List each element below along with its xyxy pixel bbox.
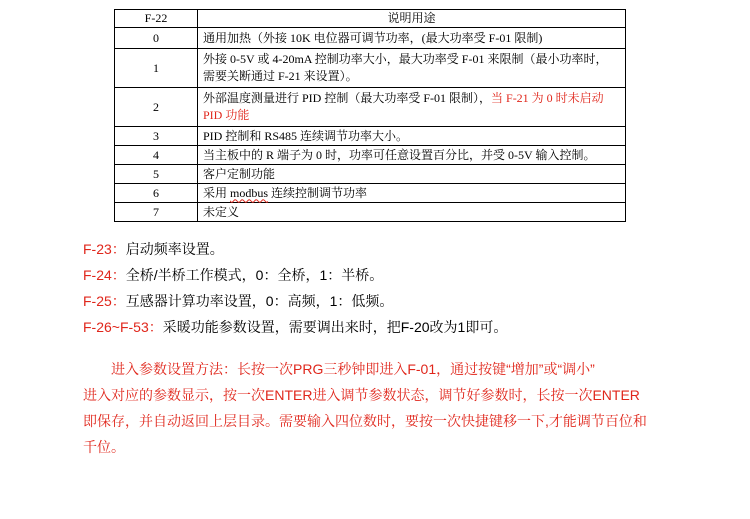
instructions-line: 进入参数设置方法：长按一次PRG三秒钟即进入F-01，通过按键“增加”或“调小” bbox=[111, 361, 595, 377]
instructions-line: 即保存，并自动返回上层目录。需要输入四位数时，要按一次快捷键移一下,才能调节百位和 bbox=[83, 413, 647, 429]
table-header-row bbox=[115, 10, 626, 28]
row-description bbox=[198, 88, 626, 127]
table-row bbox=[115, 127, 626, 146]
row-description-line: 外接 0-5V 或 4-20mA 控制功率大小，最大功率受 F-01 来限制（最小功率时， bbox=[203, 52, 608, 66]
row-code: 1 bbox=[115, 49, 198, 88]
row-description: 未定义 bbox=[198, 203, 626, 222]
row-code: 7 bbox=[115, 203, 198, 222]
note-f25 bbox=[83, 288, 723, 314]
row-code: 6 bbox=[115, 184, 198, 203]
row-code: 5 bbox=[115, 165, 198, 184]
note-text: 启动频率设置。 bbox=[125, 241, 224, 257]
instructions-line: 千位。 bbox=[83, 439, 125, 455]
table-row bbox=[115, 146, 626, 165]
row-description-text: 采用 bbox=[203, 185, 231, 200]
table-row bbox=[115, 28, 626, 49]
table-row bbox=[115, 88, 626, 127]
row-description-line: 需要关断通过 F-21 来设置）。 bbox=[203, 69, 358, 83]
note-key: F-26~F-53： bbox=[83, 319, 163, 335]
note-f24 bbox=[83, 262, 723, 288]
parameter-setting-instructions bbox=[83, 356, 683, 460]
note-text: 互感器计算功率设置，0：高频，1：低频。 bbox=[125, 293, 394, 309]
instructions-paragraph bbox=[83, 356, 683, 460]
parameter-notes bbox=[83, 236, 723, 340]
header-code: F-22 bbox=[115, 10, 198, 28]
row-description: 通用加热（外接 10K 电位器可调节功率，(最大功率受 F-01 限制) bbox=[198, 28, 626, 49]
row-description: PID 控制和 RS485 连续调节功率大小。 bbox=[198, 127, 626, 146]
row-code: 0 bbox=[115, 28, 198, 49]
f22-parameter-table bbox=[114, 9, 626, 222]
note-text: 全桥/半桥工作模式，0：全桥，1：半桥。 bbox=[125, 267, 384, 283]
row-description bbox=[198, 184, 626, 203]
header-description: 说明用途 bbox=[198, 10, 626, 28]
spellcheck-underlined-word: modbus bbox=[230, 185, 269, 200]
row-code: 4 bbox=[115, 146, 198, 165]
row-description-highlight: 当 F-21 为 0 时未启动 bbox=[491, 91, 604, 105]
note-key: F-24： bbox=[83, 267, 126, 283]
row-code: 2 bbox=[115, 88, 198, 127]
note-text: 采暖功能参数设置，需要调出来时，把F-20改为1即可。 bbox=[162, 319, 508, 335]
table-row bbox=[115, 165, 626, 184]
note-key: F-23： bbox=[83, 241, 126, 257]
instructions-line: 进入对应的参数显示，按一次ENTER进入调节参数状态，调节好参数时，长按一次ENTER bbox=[83, 387, 640, 403]
row-description-highlight: PID 功能 bbox=[203, 108, 250, 122]
table-row bbox=[115, 203, 626, 222]
row-code: 3 bbox=[115, 127, 198, 146]
note-f23 bbox=[83, 236, 723, 262]
table-row bbox=[115, 49, 626, 88]
row-description: 当主板中的 R 端子为 0 时，功率可任意设置百分比，并受 0-5V 输入控制。 bbox=[198, 146, 626, 165]
row-description: 客户定制功能 bbox=[198, 165, 626, 184]
row-description-text: 连续控制调节功率 bbox=[268, 185, 368, 200]
table-row bbox=[115, 184, 626, 203]
row-description bbox=[198, 49, 626, 88]
note-f26-f53 bbox=[83, 314, 723, 340]
note-key: F-25： bbox=[83, 293, 126, 309]
row-description-text: 外部温度测量进行 PID 控制（最大功率受 F-01 限制）， bbox=[203, 91, 492, 105]
